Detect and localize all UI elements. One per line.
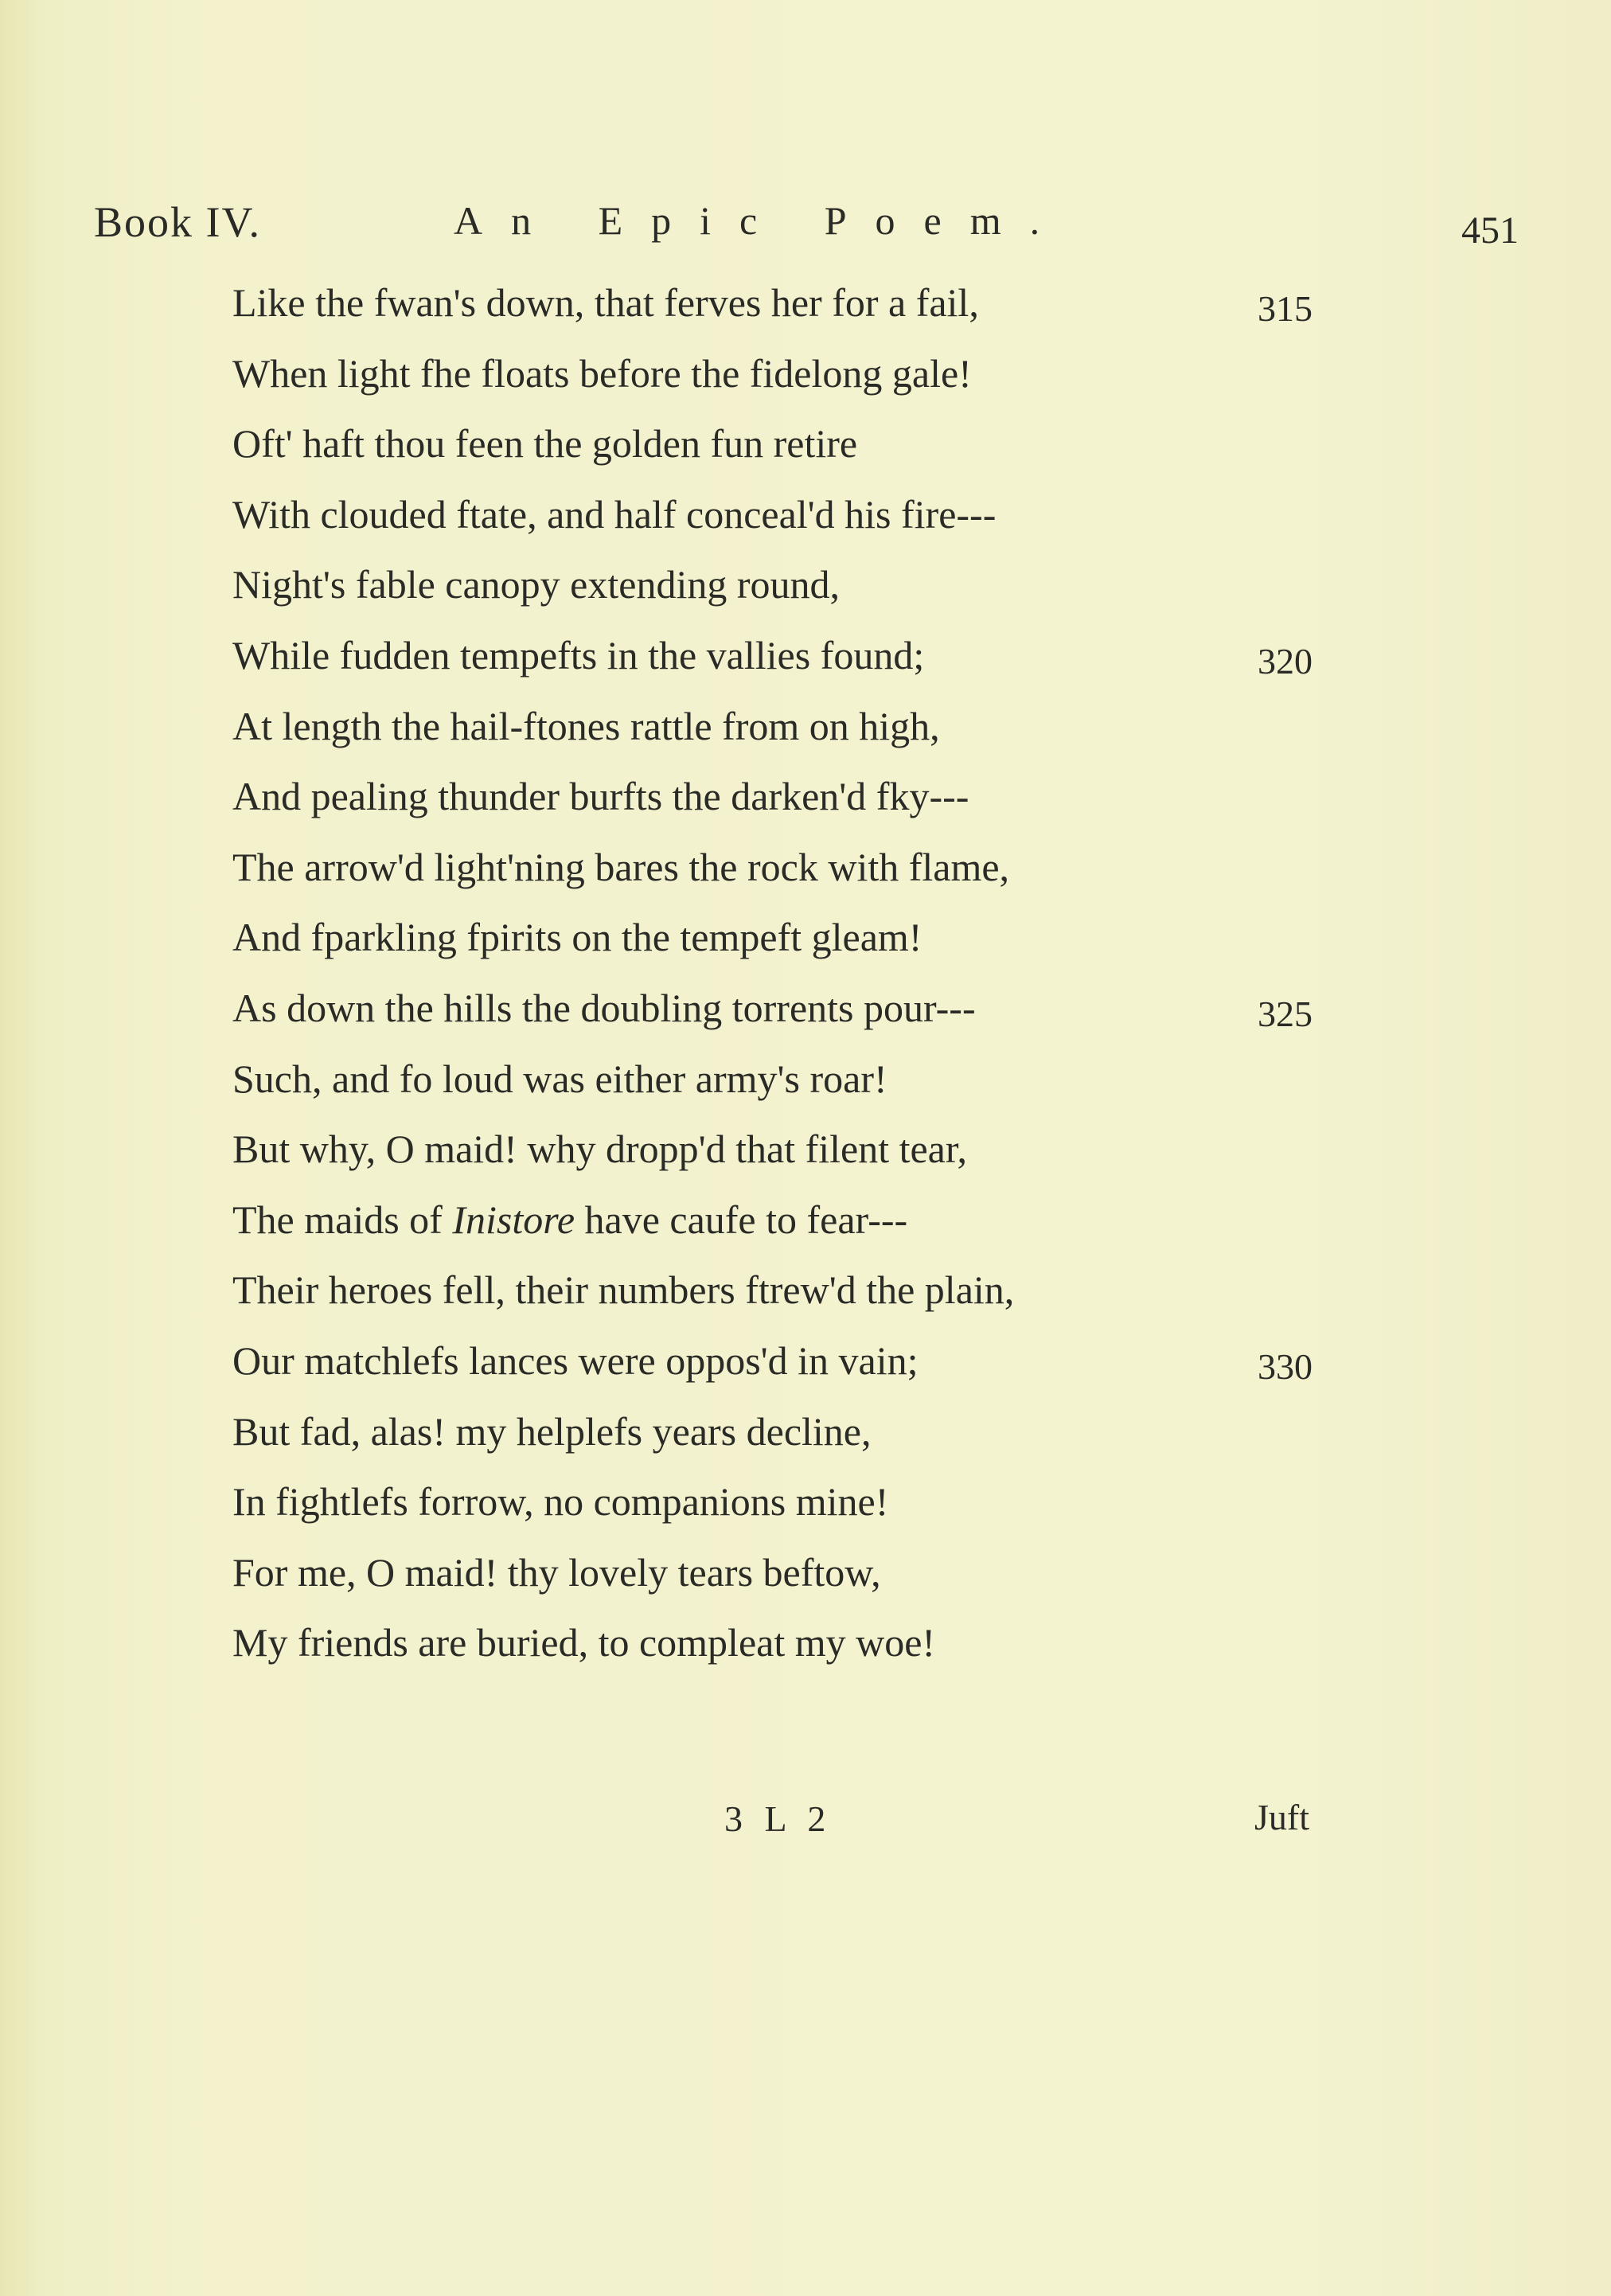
verse-line: Such, and fo loud was either army's roar! [232, 1056, 887, 1101]
book-label: Book IV. [94, 198, 262, 246]
page-number: 451 [1461, 209, 1519, 252]
verse-line: The maids of Inistore have caufe to fear--- [232, 1197, 908, 1242]
verse-block [232, 267, 1426, 1678]
line-number: 325 [1258, 993, 1313, 1034]
running-title: An Epic Poem. [454, 198, 1069, 243]
running-header [0, 197, 1611, 261]
signature-mark: 3 L 2 [724, 1798, 833, 1839]
verse-line: For me, O maid! thy lovely tears beftow, [232, 1549, 881, 1595]
verse-line: But why, O maid! why dropp'd that filent tear, [232, 1127, 968, 1172]
line-number: 320 [1258, 640, 1313, 681]
verse-line: As down the hills the doubling torrents pour--- 325 [232, 973, 1426, 1044]
verse-line: Their heroes fell, their numbers ftrew'd the plain, [232, 1267, 1015, 1313]
catchword: Juft [1254, 1797, 1309, 1837]
line-number: 330 [1258, 1345, 1313, 1387]
verse-line: But fad, alas! my helplefs years decline, [232, 1408, 872, 1454]
verse-line: With clouded ftate, and half conceal'd his fire--- [232, 491, 997, 537]
verse-line: At length the hail-ftones rattle from on high, [232, 703, 940, 748]
verse-line: Night's fable canopy extending round, [232, 562, 840, 607]
verse-line: Oft' haft thou feen the golden fun retire [232, 421, 858, 467]
line-number: 315 [1258, 288, 1313, 329]
place-name: Inistore [452, 1197, 575, 1242]
verse-line: Our matchlefs lances were oppos'd in vain; 330 [232, 1326, 1426, 1396]
verse-line: The arrow'd light'ning bares the rock with flame, [232, 844, 1010, 889]
verse-line: My friends are buried, to compleat my woe! [232, 1620, 936, 1665]
verse-line: In fightlefs forrow, no companions mine! [232, 1479, 889, 1525]
verse-line: Like the fwan's down, that ferves her for a fail, 315 [232, 267, 1426, 338]
verse-line: And pealing thunder burfts the darken'd fky--- [232, 774, 969, 819]
verse-line: And fparkling fpirits on the tempeft gleam! [232, 915, 923, 960]
verse-line: When light fhe floats before the fidelong gale! [232, 350, 972, 396]
verse-line: While fudden tempefts in the vallies found; 320 [232, 620, 1426, 691]
